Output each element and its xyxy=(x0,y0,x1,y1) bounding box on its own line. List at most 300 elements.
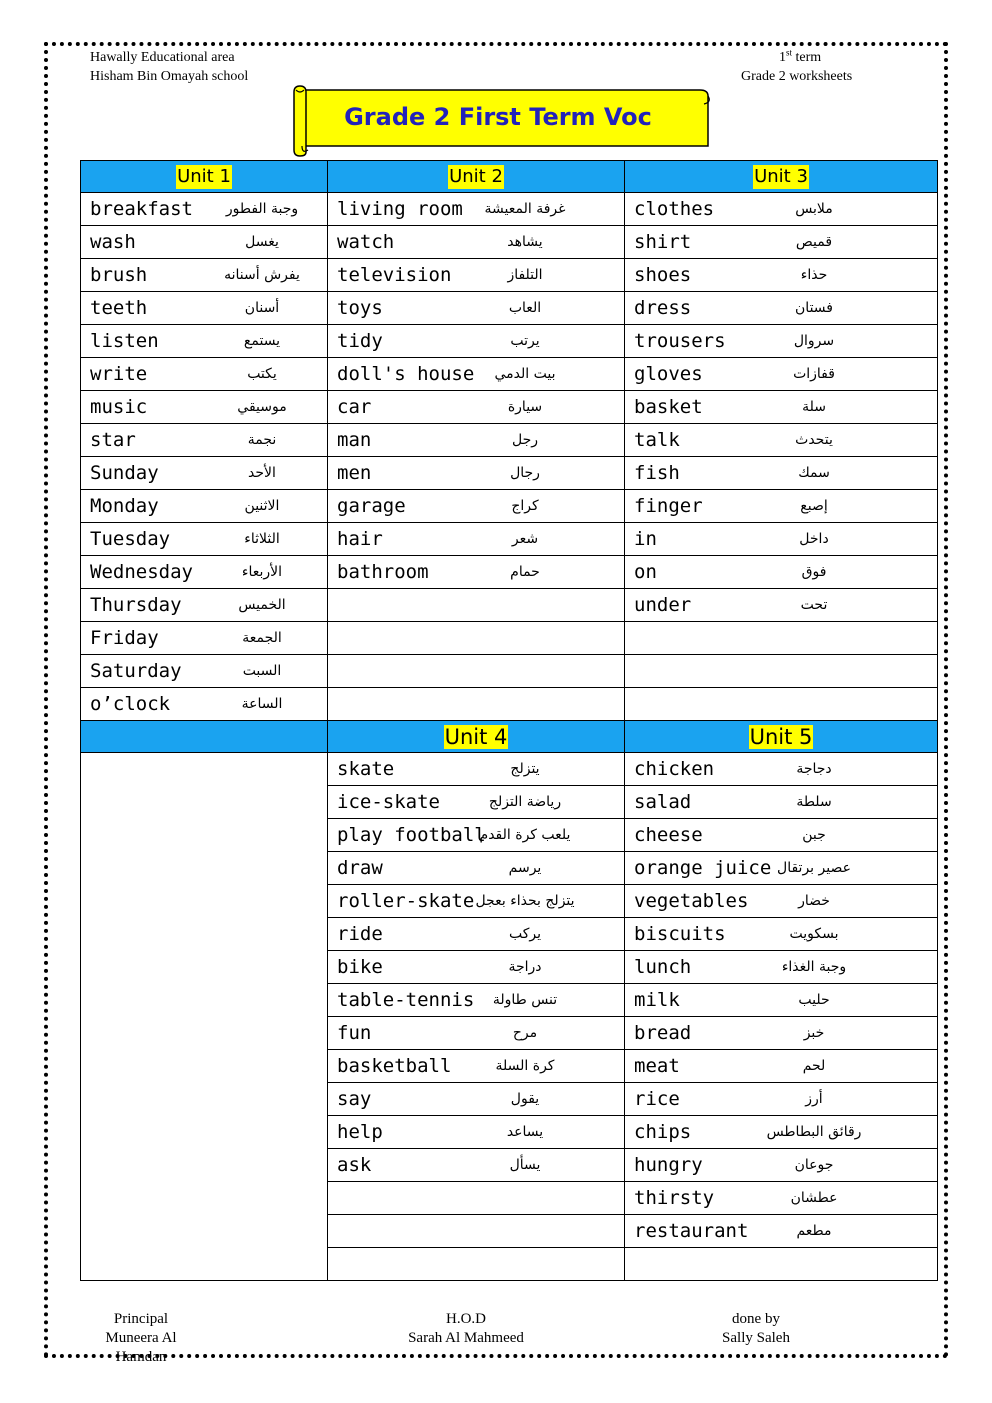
header-right xyxy=(741,48,881,86)
vocab-entry xyxy=(625,457,937,489)
english-word: ride xyxy=(337,923,383,945)
unit-5-cell xyxy=(625,1215,938,1248)
arabic-translation: سروال xyxy=(793,333,835,349)
unit-4-cell xyxy=(328,984,625,1017)
vocab-entry xyxy=(81,556,327,588)
arabic-translation: لحم xyxy=(802,1058,826,1074)
english-word: teeth xyxy=(90,297,148,319)
english-word: basket xyxy=(634,396,703,418)
unit-4-cell xyxy=(328,786,625,819)
english-word: tidy xyxy=(337,330,383,352)
unit-4-cell xyxy=(328,1050,625,1083)
english-word: wash xyxy=(90,231,136,253)
unit-5-cell xyxy=(625,1149,938,1182)
table-row xyxy=(81,358,938,391)
arabic-translation: رقائق البطاطس xyxy=(766,1124,862,1140)
unit-4-cell xyxy=(328,1182,625,1215)
arabic-translation: وجبة الفطور xyxy=(225,201,299,217)
unit-3-cell xyxy=(625,391,938,424)
english-word: draw xyxy=(337,857,383,879)
arabic-translation: سلة xyxy=(802,399,826,415)
arabic-translation: يتحدث xyxy=(795,432,833,448)
table-row xyxy=(81,523,938,556)
done-by-signature: done by Sally Saleh xyxy=(722,1311,790,1346)
vocab-entry xyxy=(625,1083,937,1115)
header-left xyxy=(90,48,248,86)
vocab-entry xyxy=(328,622,624,654)
arabic-translation: يستمع xyxy=(243,333,281,349)
english-word: music xyxy=(90,396,148,418)
arabic-translation: الاثنين xyxy=(244,498,280,514)
unit-4-cell xyxy=(328,753,625,786)
english-word: dress xyxy=(634,297,692,319)
unit-1-cell xyxy=(81,259,328,292)
vocabulary-table xyxy=(80,160,938,1281)
arabic-translation: خبز xyxy=(803,1025,825,1041)
arabic-translation: قفازات xyxy=(793,366,835,382)
unit-2-cell xyxy=(328,424,625,457)
unit-header-row xyxy=(81,161,938,193)
unit-1-cell xyxy=(81,391,328,424)
arabic-translation: يشاهد xyxy=(507,234,543,250)
arabic-translation: سيارة xyxy=(507,399,543,415)
vocab-entry xyxy=(328,1017,624,1049)
unit-2-cell xyxy=(328,259,625,292)
table-row xyxy=(81,424,938,457)
unit-2-cell xyxy=(328,622,625,655)
arabic-translation: سلطة xyxy=(796,794,832,810)
english-word: salad xyxy=(634,791,692,813)
unit-1-cell xyxy=(81,358,328,391)
english-word: Saturday xyxy=(90,660,182,682)
unit-3-cell xyxy=(625,490,938,523)
vocab-entry xyxy=(625,786,937,818)
english-word: restaurant xyxy=(634,1220,749,1242)
unit-2-header: Unit 2 xyxy=(328,161,625,193)
english-word: ice-skate xyxy=(337,791,440,813)
unit-5-cell xyxy=(625,951,938,984)
unit-3-cell xyxy=(625,358,938,391)
vocab-entry xyxy=(625,1017,937,1049)
unit-3-cell xyxy=(625,292,938,325)
vocab-entry xyxy=(328,556,624,588)
unit-header-row xyxy=(81,721,938,753)
unit-2-cell xyxy=(328,688,625,721)
vocab-entry xyxy=(328,1182,624,1214)
arabic-translation: كراج xyxy=(511,498,539,514)
vocab-entry xyxy=(328,193,624,225)
vocab-entry xyxy=(625,1050,937,1082)
unit-1-cell xyxy=(81,622,328,655)
unit-5-header: Unit 5 xyxy=(625,721,938,753)
arabic-translation: تحت xyxy=(800,597,828,613)
unit-3-cell xyxy=(625,688,938,721)
arabic-translation: ملابس xyxy=(795,201,833,217)
school-name: Hisham Bin Omayah school xyxy=(90,69,249,84)
vocab-entry xyxy=(625,292,937,324)
vocab-entry xyxy=(625,1149,937,1181)
unit-2-cell xyxy=(328,490,625,523)
english-word: Friday xyxy=(90,627,159,649)
vocab-entry xyxy=(625,490,937,522)
table-row xyxy=(81,292,938,325)
vocab-entry xyxy=(625,226,937,258)
english-word: man xyxy=(337,429,372,451)
arabic-translation: تنس طاولة xyxy=(492,992,558,1008)
table-row xyxy=(81,753,938,786)
arabic-translation: يلعب كرة القدم xyxy=(479,827,571,843)
unit-4-cell xyxy=(328,951,625,984)
table-row xyxy=(81,193,938,226)
vocab-entry xyxy=(328,885,624,917)
english-word: breakfast xyxy=(90,198,193,220)
vocab-entry xyxy=(328,490,624,522)
vocab-entry xyxy=(328,918,624,950)
arabic-translation: حليب xyxy=(798,992,830,1008)
english-word: on xyxy=(634,561,657,583)
english-word: bathroom xyxy=(337,561,429,583)
unit-4-cell xyxy=(328,852,625,885)
vocab-entry xyxy=(625,819,937,851)
vocab-entry xyxy=(81,325,327,357)
unit-3-cell xyxy=(625,226,938,259)
unit-2-cell xyxy=(328,226,625,259)
english-word: men xyxy=(337,462,372,484)
unit-3-cell xyxy=(625,655,938,688)
arabic-translation: يغسل xyxy=(245,234,279,250)
arabic-translation: إصبع xyxy=(800,498,828,514)
english-word: bike xyxy=(337,956,383,978)
unit-1-cell xyxy=(81,226,328,259)
vocab-entry xyxy=(625,753,937,785)
arabic-translation: دجاجة xyxy=(796,761,832,777)
unit-1-cell xyxy=(81,556,328,589)
vocab-entry xyxy=(328,786,624,818)
vocab-entry xyxy=(81,688,327,720)
unit-5-cell xyxy=(625,852,938,885)
arabic-translation: حذاء xyxy=(800,267,828,283)
unit-3-cell xyxy=(625,325,938,358)
arabic-translation: رجال xyxy=(510,465,540,481)
arabic-translation: يساعد xyxy=(506,1124,544,1140)
table-row xyxy=(81,325,938,358)
unit-1-cell xyxy=(81,523,328,556)
vocab-entry xyxy=(328,523,624,555)
vocab-entry xyxy=(625,358,937,390)
table-row xyxy=(81,226,938,259)
english-word: basketball xyxy=(337,1055,452,1077)
vocab-entry xyxy=(625,193,937,225)
arabic-translation: يرتب xyxy=(510,333,540,349)
vocab-entry xyxy=(625,622,937,654)
english-word: fish xyxy=(634,462,680,484)
vocab-entry xyxy=(625,1215,937,1247)
vocab-entry xyxy=(625,885,937,917)
vocab-entry xyxy=(81,622,327,654)
english-word: bread xyxy=(634,1022,692,1044)
blank-header-cell xyxy=(81,721,328,753)
vocab-entry xyxy=(328,819,624,851)
unit-1-cell xyxy=(81,457,328,490)
unit-5-cell xyxy=(625,1017,938,1050)
english-word: star xyxy=(90,429,136,451)
arabic-translation: غرفة المعيشة xyxy=(484,201,566,217)
unit-5-cell xyxy=(625,786,938,819)
arabic-translation: أرز xyxy=(805,1091,823,1107)
arabic-translation: السبت xyxy=(242,663,282,679)
unit-2-cell xyxy=(328,523,625,556)
vocab-entry xyxy=(328,424,624,456)
arabic-translation: الثلاثاء xyxy=(244,531,280,547)
english-word: milk xyxy=(634,989,680,1011)
unit-3-cell xyxy=(625,193,938,226)
vocab-entry xyxy=(625,589,937,621)
english-word: biscuits xyxy=(634,923,726,945)
unit-5-cell xyxy=(625,1248,938,1281)
table-row xyxy=(81,457,938,490)
vocab-entry xyxy=(328,688,624,720)
principal-signature: Principal Muneera Al Hamdan xyxy=(105,1311,177,1365)
vocab-entry xyxy=(328,325,624,357)
arabic-translation: خضار xyxy=(798,893,830,909)
english-word: fun xyxy=(337,1022,372,1044)
unit-3-cell xyxy=(625,523,938,556)
vocab-entry xyxy=(328,852,624,884)
arabic-translation: يسأل xyxy=(509,1157,541,1173)
english-word: ask xyxy=(337,1154,372,1176)
english-word: Wednesday xyxy=(90,561,193,583)
unit-2-cell xyxy=(328,325,625,358)
english-word: chips xyxy=(634,1121,692,1143)
arabic-translation: رجل xyxy=(511,432,539,448)
arabic-translation: فستان xyxy=(795,300,833,316)
english-word: gloves xyxy=(634,363,703,385)
vocab-entry xyxy=(81,358,327,390)
unit-1-cell xyxy=(81,589,328,622)
unit-1-header: Unit 1 xyxy=(81,161,328,193)
arabic-translation: نجمة xyxy=(247,432,277,448)
educational-area: Hawally Educational area xyxy=(90,50,235,65)
arabic-translation: يتزلج بحذاء بعجل xyxy=(475,893,575,909)
unit-3-cell xyxy=(625,622,938,655)
arabic-translation: يرسم xyxy=(508,860,542,876)
vocab-entry xyxy=(625,655,937,687)
arabic-translation: كرة السلة xyxy=(495,1058,555,1074)
vocab-entry xyxy=(81,226,327,258)
vocab-entry xyxy=(625,556,937,588)
english-word: in xyxy=(634,528,657,550)
unit-1-cell xyxy=(81,292,328,325)
english-word: vegetables xyxy=(634,890,749,912)
english-word: brush xyxy=(90,264,148,286)
unit-5-cell xyxy=(625,753,938,786)
arabic-translation: مرح xyxy=(512,1025,538,1041)
vocab-entry xyxy=(81,391,327,423)
unit-4-cell xyxy=(328,1215,625,1248)
unit-1-cell xyxy=(81,325,328,358)
unit-5-cell xyxy=(625,918,938,951)
unit-5-cell xyxy=(625,819,938,852)
english-word: roller-skate xyxy=(337,890,475,912)
page-title: Grade 2 First Term Voc xyxy=(344,103,652,131)
vocab-entry xyxy=(328,1248,624,1280)
vocab-entry xyxy=(625,259,937,291)
unit-4-cell xyxy=(328,1116,625,1149)
unit-4-cell xyxy=(328,1248,625,1281)
unit-1-cell xyxy=(81,688,328,721)
english-word: skate xyxy=(337,758,395,780)
vocab-entry xyxy=(81,457,327,489)
vocab-entry xyxy=(328,1083,624,1115)
vocab-entry xyxy=(328,1050,624,1082)
english-word: Thursday xyxy=(90,594,182,616)
arabic-translation: فوق xyxy=(801,564,827,580)
english-word: thirsty xyxy=(634,1187,715,1209)
english-word: lunch xyxy=(634,956,692,978)
unit-5-cell xyxy=(625,1050,938,1083)
english-word: listen xyxy=(90,330,159,352)
table-row xyxy=(81,655,938,688)
arabic-translation: الجمعة xyxy=(242,630,282,646)
vocab-entry xyxy=(625,424,937,456)
unit-3-cell xyxy=(625,457,938,490)
unit-3-header: Unit 3 xyxy=(625,161,938,193)
english-word: trousers xyxy=(634,330,726,352)
vocab-entry xyxy=(625,951,937,983)
vocab-entry xyxy=(625,1248,937,1280)
worksheets-label: Grade 2 worksheets xyxy=(741,69,853,84)
unit-4-cell xyxy=(328,819,625,852)
english-word: table-tennis xyxy=(337,989,475,1011)
arabic-translation: الساعة xyxy=(241,696,283,712)
english-word: cheese xyxy=(634,824,703,846)
vocab-entry xyxy=(328,984,624,1016)
vocab-entry xyxy=(328,753,624,785)
english-word: Tuesday xyxy=(90,528,171,550)
vocab-entry xyxy=(328,589,624,621)
unit-4-cell xyxy=(328,918,625,951)
unit-4-header: Unit 4 xyxy=(328,721,625,753)
table-row xyxy=(81,622,938,655)
english-word: help xyxy=(337,1121,383,1143)
vocab-entry xyxy=(328,1215,624,1247)
term-label: 1st term xyxy=(779,47,822,65)
english-word: Sunday xyxy=(90,462,159,484)
unit-3-cell xyxy=(625,424,938,457)
unit-4-cell xyxy=(328,885,625,918)
arabic-translation: العاب xyxy=(508,300,542,316)
vocab-entry xyxy=(81,424,327,456)
english-word: television xyxy=(337,264,452,286)
unit-4-cell xyxy=(328,1149,625,1182)
unit-2-cell xyxy=(328,655,625,688)
unit-1-cell xyxy=(81,490,328,523)
table-row xyxy=(81,589,938,622)
english-word: doll's house xyxy=(337,363,475,385)
arabic-translation: دراجة xyxy=(508,959,542,975)
title-scroll-banner xyxy=(288,84,712,158)
unit-3-cell xyxy=(625,556,938,589)
unit-5-cell xyxy=(625,984,938,1017)
unit-3-cell xyxy=(625,589,938,622)
english-word: under xyxy=(634,594,692,616)
unit-4-cell xyxy=(328,1083,625,1116)
vocab-entry xyxy=(625,1116,937,1148)
arabic-translation: عطشان xyxy=(790,1190,838,1206)
vocab-entry xyxy=(625,391,937,423)
arabic-translation: الأحد xyxy=(248,465,276,481)
arabic-translation: سمك xyxy=(798,465,830,481)
vocab-entry xyxy=(328,1149,624,1181)
vocab-entry xyxy=(328,292,624,324)
unit-3-cell xyxy=(625,259,938,292)
english-word: toys xyxy=(337,297,383,319)
arabic-translation: عصير برتقال xyxy=(777,860,851,876)
english-word: hair xyxy=(337,528,383,550)
arabic-translation: بيت الدمي xyxy=(494,366,556,382)
arabic-translation: يكتب xyxy=(247,366,277,382)
table-row xyxy=(81,391,938,424)
table-row xyxy=(81,490,938,523)
english-word: finger xyxy=(634,495,703,517)
unit-2-cell xyxy=(328,457,625,490)
vocab-entry xyxy=(328,259,624,291)
arabic-translation: قميص xyxy=(795,234,833,250)
empty-column-cell xyxy=(81,753,328,1281)
unit-1-cell xyxy=(81,424,328,457)
english-word: write xyxy=(90,363,148,385)
unit-5-cell xyxy=(625,1083,938,1116)
arabic-translation: بسكويت xyxy=(789,926,839,942)
vocab-entry xyxy=(328,457,624,489)
english-word: rice xyxy=(634,1088,680,1110)
arabic-translation: الأربعاء xyxy=(241,564,283,580)
vocab-entry xyxy=(625,918,937,950)
vocab-entry xyxy=(328,226,624,258)
vocab-entry xyxy=(81,523,327,555)
english-word: shirt xyxy=(634,231,692,253)
arabic-translation: رياضة التزلج xyxy=(488,794,562,810)
arabic-translation: التلفاز xyxy=(507,267,543,283)
arabic-translation: مطعم xyxy=(796,1223,832,1239)
vocab-entry xyxy=(328,951,624,983)
unit-2-cell xyxy=(328,556,625,589)
unit-5-cell xyxy=(625,885,938,918)
arabic-translation: شعر xyxy=(511,531,539,547)
english-word: say xyxy=(337,1088,372,1110)
arabic-translation: أسنان xyxy=(244,300,280,316)
unit-2-cell xyxy=(328,391,625,424)
vocab-entry xyxy=(328,358,624,390)
vocab-entry xyxy=(625,852,937,884)
arabic-translation: يركب xyxy=(508,926,542,942)
arabic-translation: داخل xyxy=(799,531,829,547)
arabic-translation: الخميس xyxy=(238,597,286,613)
arabic-translation: حمام xyxy=(510,564,540,580)
arabic-translation: موسيقي xyxy=(237,399,287,415)
hod-signature: H.O.D Sarah Al Mahmeed xyxy=(408,1311,524,1346)
vocab-entry xyxy=(81,589,327,621)
table-row xyxy=(81,259,938,292)
english-word: o’clock xyxy=(90,693,171,715)
arabic-translation: يقول xyxy=(510,1091,540,1107)
english-word: car xyxy=(337,396,372,418)
english-word: orange juice xyxy=(634,857,772,879)
vocab-entry xyxy=(625,523,937,555)
english-word: Monday xyxy=(90,495,159,517)
english-word: garage xyxy=(337,495,406,517)
english-word: hungry xyxy=(634,1154,703,1176)
